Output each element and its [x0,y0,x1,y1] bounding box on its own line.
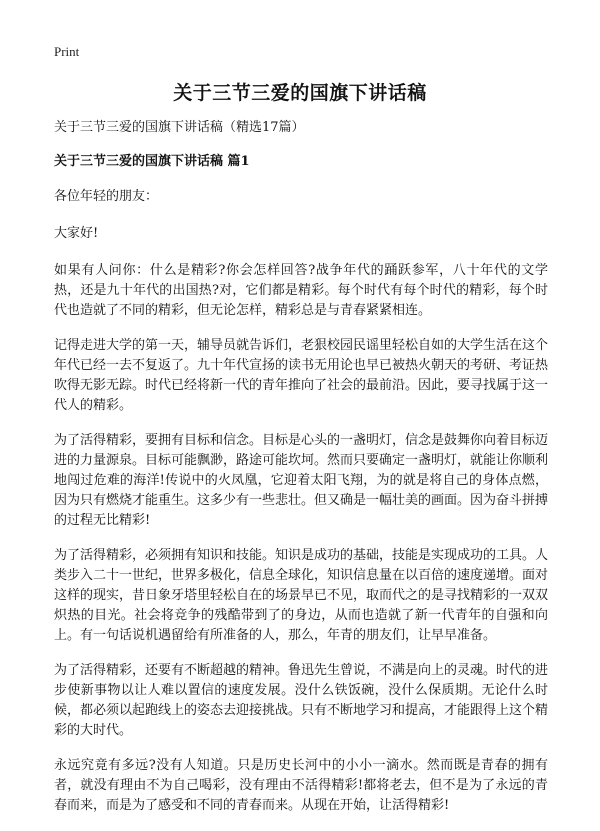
body-paragraph: 为了活得精彩，还要有不断超越的精神。鲁迅先生曾说，不满是向上的灵魂。时代的进步使新事物以让人难以置信的速度发展。没什么铁饭碗，没什么保质期。无论什么时候，都必须以起跑线上的姿态去迎接挑战。只有不断地学习和提高，才能跟得上这个精彩的大时代。 [54,663,549,738]
body-paragraph: 如果有人问你：什么是精彩?你会怎样回答?战争年代的踊跃参军，八十年代的文学热，还是九十年代的出国热?对，它们都是精彩。每个时代有每个时代的精彩，每个时代也造就了不同的精彩，但无论怎样，精彩总是与青春紧紧相连。 [54,263,548,318]
body-paragraph: 记得走进大学的第一天，辅导员就告诉们，老狠校园民谣里轻松自如的大学生活在这个年代已经一去不复返了。九十年代宣扬的读书无用论也早已被热火朝天的考研、考证热吹得无影无踪。时代已经将新一代的青年推向了社会的最前沿。因此，要寻找属于这一代人的精彩。 [54,338,549,413]
body-paragraph: 为了活得精彩，要拥有目标和信念。目标是心头的一盏明灯，信念是鼓舞你向着目标迈进的力量源泉。目标可能飘渺，路途可能坎坷。然而只要确定一盏明灯，就能让你顺利地闯过危难的海洋!传说中的火凤凰，它迎着太阳飞翔，为的就是将自己的身体点燃，因为只有燃烧才能重生。这多少有一些悲壮。但又确是一幅壮美的画面。因为奋斗拼搏的过程无比精彩! [54,433,549,528]
body-paragraph: 永远究竟有多远?没有人知道。只是历史长河中的小小一滴水。然而既是青春的拥有者，就没有理由不为自己喝彩，没有理由不活得精彩!都将老去，但不是为了永远的青春而来，而是为了感受和不同的青春而来。从现在开始，让活得精彩! [54,758,548,813]
section-heading: 关于三节三爱的国旗下讲话稿 篇1 [54,154,250,169]
document-body [54,118,548,831]
document-subtitle: 关于三节三爱的国旗下讲话稿（精选17篇） [54,120,305,135]
body-paragraph: 为了活得精彩，必须拥有知识和技能。知识是成功的基础，技能是实现成功的工具。人类步入二十一世纪，世界多极化，信息全球化，知识信息量在以百倍的速度递增。面对这样的现实，昔日象牙塔里轻松自在的场景早已不见，取而代之的是寻找精彩的一双双炽热的目光。社会将竞争的残酷带到了的身边，从而也造就了新一代青年的自强和向上。有一句话说机遇留给有所准备的人，那么，年青的朋友们，让早早准备。 [54,548,549,643]
page-title: 关于三节三爱的国旗下讲话稿 [173,82,427,104]
greeting-line: 各位年轻的朋友： [54,189,159,204]
print-link[interactable]: Print [54,44,80,59]
hello-line: 大家好! [54,226,99,241]
